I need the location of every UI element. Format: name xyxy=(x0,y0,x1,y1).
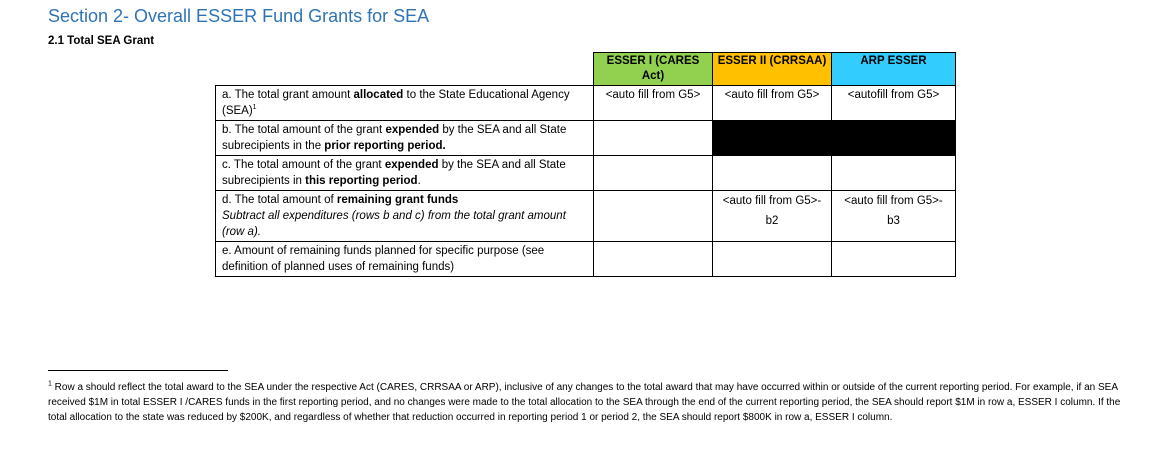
table-row xyxy=(216,191,956,242)
row-b-esser-i-cell[interactable] xyxy=(594,121,713,156)
footnote-text: Row a should reflect the total award to the SEA under the respective Act (CARES, CRRSAA or ARP), inclusive of any changes to the total award that may have occurred within or outside of the current reporting period. For example, if an SEA received $1M in total ESSER I /CARES funds in the first reporting period, and no changes were made to the total allocation to the SEA through the end of the current reporting period, the SEA should report $1M in row a, ESSER I column. If the total allocation to the state was reduced by $200K, and regardless of whether that reduction occurred in reporting period 1 or period 2, the SEA should report $800K in row a, ESSER I column. xyxy=(48,382,1121,423)
row-d-arp-esser-cell[interactable]: <auto fill from G5>-b3 xyxy=(832,191,956,242)
header-blank-cell xyxy=(216,53,594,86)
column-header-esser-i: ESSER I (CARES Act) xyxy=(594,53,713,86)
table-row xyxy=(216,242,956,277)
row-c-esser-i-cell[interactable] xyxy=(594,156,713,191)
row-e-arp-esser-cell[interactable] xyxy=(832,242,956,277)
row-d-subtext: Subtract all expenditures (rows b and c) from the total grant amount (row a). xyxy=(222,210,566,238)
table-row xyxy=(216,121,956,156)
row-a-esser-ii-cell[interactable]: <auto fill from G5> xyxy=(713,86,832,121)
sea-grant-table xyxy=(215,52,956,277)
row-b-label: b. The total amount of the grant expended by the SEA and all State subrecipients in the prior reporting period. xyxy=(216,121,594,156)
footnote xyxy=(48,380,1128,425)
row-c-arp-esser-cell[interactable] xyxy=(832,156,956,191)
row-e-esser-i-cell[interactable] xyxy=(594,242,713,277)
row-b-arp-esser-blocked-cell xyxy=(832,121,956,156)
row-c-label: c. The total amount of the grant expended by the SEA and all State subrecipients in this reporting period. xyxy=(216,156,594,191)
sub-section-title: 2.1 Total SEA Grant xyxy=(48,35,155,47)
column-header-arp-esser: ARP ESSER xyxy=(832,53,956,86)
row-d-label: d. The total amount of remaining grant funds Subtract all expenditures (rows b and c) from the total grant amount (row a). xyxy=(216,191,594,242)
row-e-label: e. Amount of remaining funds planned for specific purpose (see definition of planned uses of remaining funds) xyxy=(216,242,594,277)
row-d-esser-ii-cell[interactable]: <auto fill from G5>-b2 xyxy=(713,191,832,242)
row-a-arp-esser-cell[interactable]: <autofill from G5> xyxy=(832,86,956,121)
table-row xyxy=(216,156,956,191)
row-e-esser-ii-cell[interactable] xyxy=(713,242,832,277)
row-d-esser-i-cell[interactable] xyxy=(594,191,713,242)
row-c-esser-ii-cell[interactable] xyxy=(713,156,832,191)
row-b-esser-ii-blocked-cell xyxy=(713,121,832,156)
table-row xyxy=(216,86,956,121)
row-a-label: a. The total grant amount allocated to the State Educational Agency (SEA)$^1$ xyxy=(216,86,594,121)
row-a-esser-i-cell[interactable]: <auto fill from G5> xyxy=(594,86,713,121)
table-header-row xyxy=(216,53,956,86)
section-title: Section 2- Overall ESSER Fund Grants for SEA xyxy=(48,6,430,26)
footnote-separator xyxy=(48,370,228,371)
column-header-esser-ii: ESSER II (CRRSAA) xyxy=(713,53,832,86)
footnote-marker: 1 xyxy=(48,380,52,388)
